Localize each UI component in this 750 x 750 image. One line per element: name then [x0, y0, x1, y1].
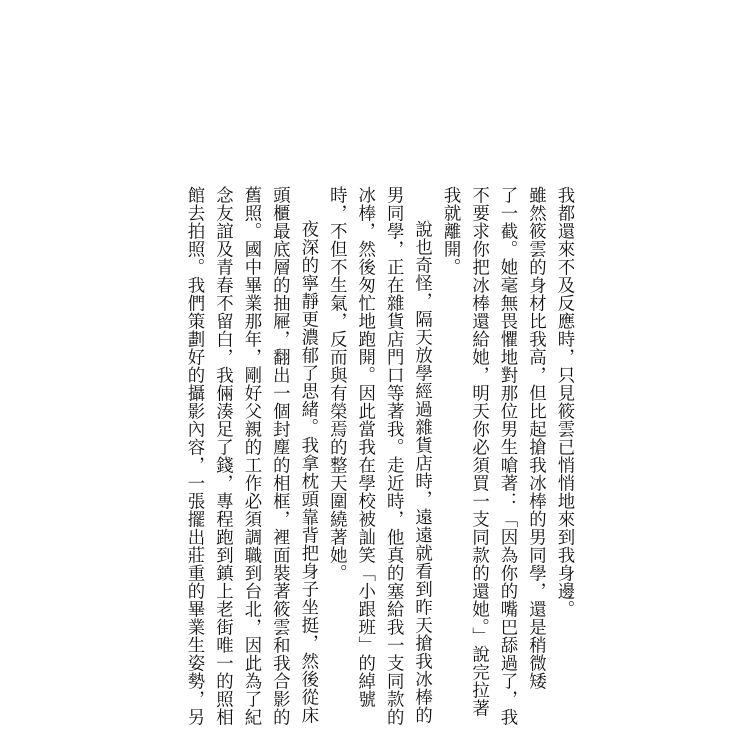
text-line: 舊照。國中畢業那年，剛好父親的工作必須調職到台北，因此為了紀 — [240, 186, 261, 726]
text-line: 我都還來不及反應時，只見筱雲已悄悄地來到我身邊。 — [553, 186, 574, 618]
vertical-text-block — [180, 186, 574, 726]
text-line: 不要求你把冰棒還給她，明天你必須買一支同款的還她。」說完拉著 — [468, 186, 489, 718]
text-line: 館去拍照。我們策劃好的攝影內容，一張擺出莊重的畢業生姿勢，另 — [184, 186, 204, 726]
text-line: 冰棒，然後匆忙地跑開。因此當我在學校被訕笑「小跟班」的綽號 — [354, 186, 375, 708]
text-line: 男同學，正在雜貨店門口等著我。走近時，他真的塞給我一支同款的 — [383, 186, 404, 726]
text-line: 了一截。她毫無畏懼地對那位男生嗆著：「因為你的嘴巴舔過了，我 — [496, 186, 517, 726]
text-line: 頭櫃最底層的抽屜，翻出一個封塵的相框，裡面裝著筱雲和我合影的 — [269, 186, 290, 726]
text-line: 我就離開。 — [440, 186, 461, 276]
text-line: 夜深的寧靜更濃郁了思緒。我拿枕頭靠背把身子坐挺，然後從床 — [297, 220, 318, 724]
text-line: 念友誼及青春不留白，我倆湊足了錢，專程跑到鎮上老街唯一的照相 — [212, 186, 233, 726]
text-line: 說也奇怪，隔天放學經過雜貨店時，遠遠就看到昨天搶我冰棒的 — [411, 220, 432, 724]
text-line: 時，不但不生氣，反而與有榮焉的整天圍繞著她。 — [326, 186, 347, 582]
text-line: 雖然筱雲的身材比我高，但比起搶我冰棒的男同學，還是稍微矮 — [525, 186, 546, 690]
